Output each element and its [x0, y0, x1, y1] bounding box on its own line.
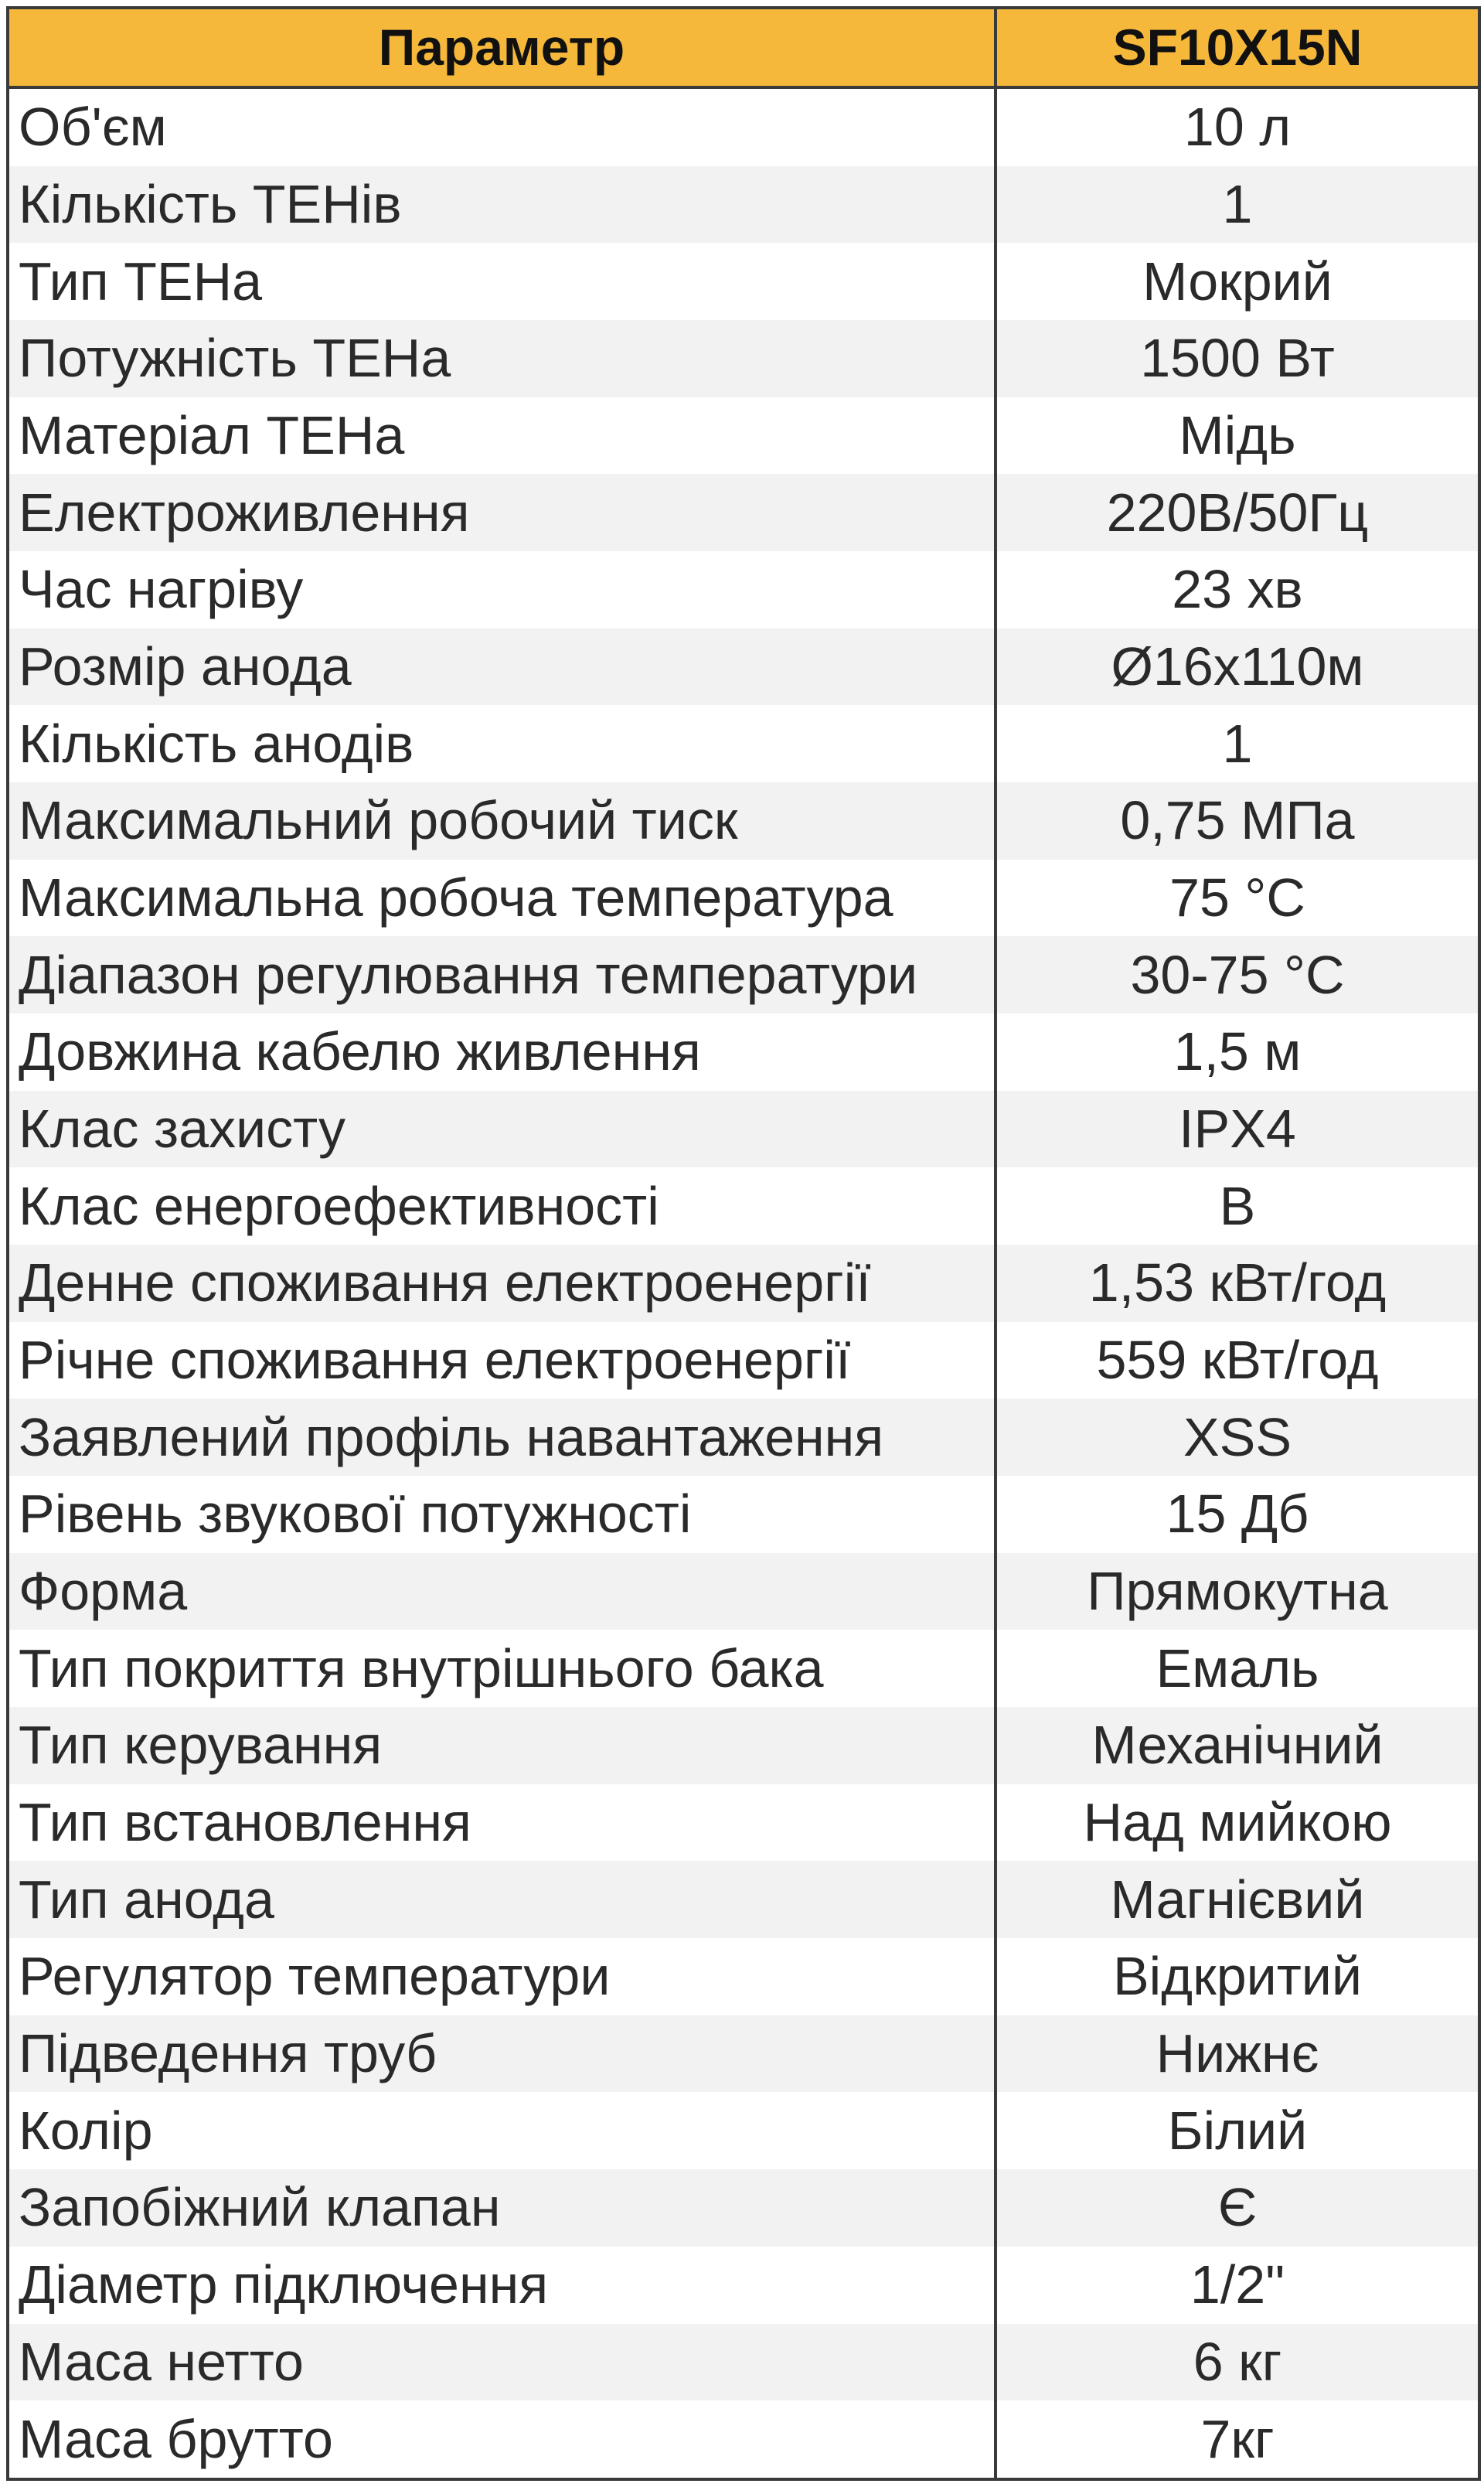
value-cell: 1 [996, 166, 1479, 244]
param-cell: Денне споживання електроенергії [8, 1245, 996, 1322]
value-cell: IPX4 [996, 1091, 1479, 1168]
header-model: SF10X15N [996, 8, 1479, 87]
table-row [8, 397, 1479, 475]
value-cell: 559 кВт/год [996, 1322, 1479, 1399]
param-cell: Кількість анодів [8, 705, 996, 782]
param-cell: Запобіжний клапан [8, 2169, 996, 2247]
param-cell: Колір [8, 2092, 996, 2169]
param-cell: Заявлений профіль навантаження [8, 1399, 996, 1476]
table-row [8, 474, 1479, 551]
table-row [8, 166, 1479, 244]
table-row [8, 860, 1479, 937]
table-row [8, 1784, 1479, 1862]
table-row [8, 1167, 1479, 1245]
table-row [8, 629, 1479, 706]
param-cell: Кількість ТЕНів [8, 166, 996, 244]
table-header [8, 8, 1479, 87]
param-cell: Довжина кабелю живлення [8, 1014, 996, 1091]
table-row [8, 2092, 1479, 2169]
table-row [8, 1630, 1479, 1707]
param-cell: Річне споживання електроенергії [8, 1322, 996, 1399]
param-cell: Маса брутто [8, 2400, 996, 2479]
value-cell: 1/2" [996, 2247, 1479, 2324]
table-row [8, 87, 1479, 166]
param-cell: Клас захисту [8, 1091, 996, 1168]
param-cell: Маса нетто [8, 2324, 996, 2401]
param-cell: Максимальна робоча температура [8, 860, 996, 937]
value-cell: 10 л [996, 87, 1479, 166]
value-cell: Прямокутна [996, 1553, 1479, 1630]
value-cell: 1500 Вт [996, 320, 1479, 397]
table-row [8, 320, 1479, 397]
table-row [8, 1553, 1479, 1630]
value-cell: 1 [996, 705, 1479, 782]
param-cell: Максимальний робочий тиск [8, 782, 996, 860]
param-cell: Матеріал ТЕНа [8, 397, 996, 475]
param-cell: Тип встановлення [8, 1784, 996, 1862]
table-row [8, 1399, 1479, 1476]
table-row [8, 1861, 1479, 1938]
value-cell: 1,53 кВт/год [996, 1245, 1479, 1322]
table-body [8, 87, 1479, 2479]
table-row [8, 2169, 1479, 2247]
value-cell: Емаль [996, 1630, 1479, 1707]
param-cell: Форма [8, 1553, 996, 1630]
param-cell: Розмір анода [8, 629, 996, 706]
table-row [8, 551, 1479, 629]
param-cell: Тип покриття внутрішнього бака [8, 1630, 996, 1707]
param-cell: Об'єм [8, 87, 996, 166]
value-cell: 23 хв [996, 551, 1479, 629]
table-row [8, 782, 1479, 860]
param-cell: Тип керування [8, 1707, 996, 1784]
table-row [8, 705, 1479, 782]
value-cell: Ø16х110м [996, 629, 1479, 706]
param-cell: Тип анода [8, 1861, 996, 1938]
value-cell: Відкритий [996, 1938, 1479, 2015]
value-cell: Над мийкою [996, 1784, 1479, 1862]
value-cell: XSS [996, 1399, 1479, 1476]
table-row [8, 1091, 1479, 1168]
value-cell: 0,75 МПа [996, 782, 1479, 860]
param-cell: Електроживлення [8, 474, 996, 551]
table-row [8, 243, 1479, 320]
table-row [8, 2015, 1479, 2093]
header-row [8, 8, 1479, 87]
table-row [8, 1476, 1479, 1553]
header-param: Параметр [8, 8, 996, 87]
spec-table [6, 6, 1481, 2481]
value-cell: 7кг [996, 2400, 1479, 2479]
table-row [8, 1322, 1479, 1399]
param-cell: Підведення труб [8, 2015, 996, 2093]
table-row [8, 936, 1479, 1014]
value-cell: Є [996, 2169, 1479, 2247]
param-cell: Тип ТЕНа [8, 243, 996, 320]
value-cell: 30-75 °С [996, 936, 1479, 1014]
table-row [8, 1014, 1479, 1091]
param-cell: Рівень звукової потужності [8, 1476, 996, 1553]
table-row [8, 2324, 1479, 2401]
value-cell: Білий [996, 2092, 1479, 2169]
value-cell: 220В/50Гц [996, 474, 1479, 551]
value-cell: Мідь [996, 397, 1479, 475]
value-cell: 15 Дб [996, 1476, 1479, 1553]
table-row [8, 1245, 1479, 1322]
value-cell: 75 °С [996, 860, 1479, 937]
param-cell: Діаметр підключення [8, 2247, 996, 2324]
param-cell: Час нагріву [8, 551, 996, 629]
value-cell: B [996, 1167, 1479, 1245]
param-cell: Потужність ТЕНа [8, 320, 996, 397]
value-cell: Мокрий [996, 243, 1479, 320]
param-cell: Регулятор температури [8, 1938, 996, 2015]
param-cell: Клас енергоефективності [8, 1167, 996, 1245]
table-row [8, 2247, 1479, 2324]
param-cell: Діапазон регулювання температури [8, 936, 996, 1014]
value-cell: Магнієвий [996, 1861, 1479, 1938]
table-row [8, 1707, 1479, 1784]
value-cell: 6 кг [996, 2324, 1479, 2401]
table-row [8, 1938, 1479, 2015]
value-cell: 1,5 м [996, 1014, 1479, 1091]
value-cell: Механічний [996, 1707, 1479, 1784]
value-cell: Нижнє [996, 2015, 1479, 2093]
table-row [8, 2400, 1479, 2479]
